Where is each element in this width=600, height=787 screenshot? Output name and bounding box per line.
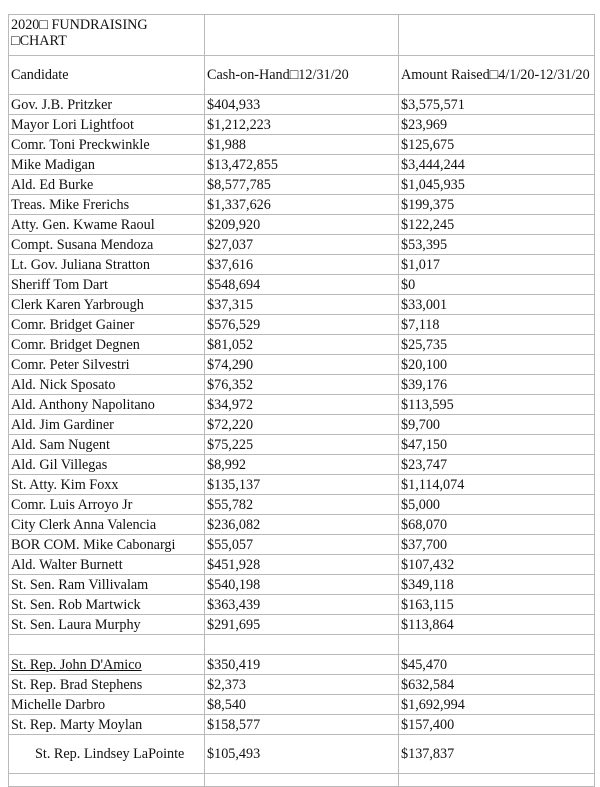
cash-on-hand-cell: $75,225 (205, 435, 399, 455)
table-row (9, 575, 595, 595)
table-row (9, 675, 595, 695)
cash-on-hand-cell: $548,694 (205, 275, 399, 295)
table-row (9, 355, 595, 375)
amount-raised-cell: $37,700 (399, 535, 595, 555)
amount-raised-cell: $0 (399, 275, 595, 295)
table-row (9, 175, 595, 195)
candidate-cell: Ald. Gil Villegas (9, 455, 205, 475)
candidate-cell: St. Rep. Brad Stephens (9, 675, 205, 695)
column-header-cash-on-hand: Cash-on-Hand□12/31/20 (205, 56, 399, 95)
cash-on-hand-cell: $1,337,626 (205, 195, 399, 215)
amount-raised-cell: $45,470 (399, 655, 595, 675)
candidate-cell: Comr. Toni Preckwinkle (9, 135, 205, 155)
table-row (9, 275, 595, 295)
cash-on-hand-cell: $1,988 (205, 135, 399, 155)
column-header-amount-raised: Amount Raised□4/1/20-12/31/20 (399, 56, 595, 95)
candidate-cell: St. Sen. Ram Villivalam (9, 575, 205, 595)
header-row (9, 56, 595, 95)
cash-on-hand-cell: $105,493 (205, 735, 399, 774)
cash-on-hand-cell: $404,933 (205, 95, 399, 115)
table-row (9, 395, 595, 415)
table-row (9, 375, 595, 395)
table-row (9, 315, 595, 335)
amount-raised-cell: $137,837 (399, 735, 595, 774)
cash-on-hand-cell: $350,419 (205, 655, 399, 675)
table-row (9, 475, 595, 495)
amount-raised-cell: $47,150 (399, 435, 595, 455)
empty-cell (399, 635, 595, 655)
amount-raised-cell: $199,375 (399, 195, 595, 215)
amount-raised-cell: $5,000 (399, 495, 595, 515)
table-row (9, 535, 595, 555)
table-row (9, 255, 595, 275)
cash-on-hand-cell: $8,992 (205, 455, 399, 475)
cash-on-hand-cell: $74,290 (205, 355, 399, 375)
candidate-cell: Comr. Peter Silvestri (9, 355, 205, 375)
candidate-cell: St. Sen. Laura Murphy (9, 615, 205, 635)
table-row (9, 135, 595, 155)
empty-cell (205, 635, 399, 655)
table-row (9, 695, 595, 715)
table-row (9, 115, 595, 135)
candidate-cell: Comr. Luis Arroyo Jr (9, 495, 205, 515)
amount-raised-cell: $1,692,994 (399, 695, 595, 715)
cash-on-hand-cell: $135,137 (205, 475, 399, 495)
amount-raised-cell: $20,100 (399, 355, 595, 375)
empty-cell (205, 774, 399, 787)
cash-on-hand-cell: $2,373 (205, 675, 399, 695)
table-row (9, 455, 595, 475)
candidate-cell: Michelle Darbro (9, 695, 205, 715)
cash-on-hand-cell: $540,198 (205, 575, 399, 595)
candidate-cell: St. Atty. Kim Foxx (9, 475, 205, 495)
candidate-cell: Gov. J.B. Pritzker (9, 95, 205, 115)
empty-cell (399, 774, 595, 787)
cash-on-hand-cell: $1,212,223 (205, 115, 399, 135)
table-row (9, 655, 595, 675)
amount-raised-cell: $113,864 (399, 615, 595, 635)
amount-raised-cell: $33,001 (399, 295, 595, 315)
amount-raised-cell: $125,675 (399, 135, 595, 155)
table-row (9, 195, 595, 215)
candidate-cell: BOR COM. Mike Cabonargi (9, 535, 205, 555)
candidate-cell: Lt. Gov. Juliana Stratton (9, 255, 205, 275)
amount-raised-cell: $53,395 (399, 235, 595, 255)
cash-on-hand-cell: $76,352 (205, 375, 399, 395)
cash-on-hand-cell: $236,082 (205, 515, 399, 535)
amount-raised-cell: $3,575,571 (399, 95, 595, 115)
candidate-cell: Atty. Gen. Kwame Raoul (9, 215, 205, 235)
table-row (9, 155, 595, 175)
amount-raised-cell: $1,114,074 (399, 475, 595, 495)
cash-on-hand-cell: $576,529 (205, 315, 399, 335)
candidate-cell: Sheriff Tom Dart (9, 275, 205, 295)
cash-on-hand-cell: $8,540 (205, 695, 399, 715)
amount-raised-cell: $632,584 (399, 675, 595, 695)
amount-raised-cell: $1,017 (399, 255, 595, 275)
amount-raised-cell: $157,400 (399, 715, 595, 735)
candidate-cell: Mayor Lori Lightfoot (9, 115, 205, 135)
candidate-cell: Clerk Karen Yarbrough (9, 295, 205, 315)
column-header-candidate: Candidate (9, 56, 205, 95)
amount-raised-cell: $25,735 (399, 335, 595, 355)
spacer-row (9, 635, 595, 655)
table-row (9, 595, 595, 615)
table-row (9, 335, 595, 355)
cash-on-hand-cell: $158,577 (205, 715, 399, 735)
candidate-cell: Comr. Bridget Gainer (9, 315, 205, 335)
cash-on-hand-cell: $451,928 (205, 555, 399, 575)
cash-on-hand-cell: $34,972 (205, 395, 399, 415)
candidate-cell: Ald. Ed Burke (9, 175, 205, 195)
table-row (9, 435, 595, 455)
table-row (9, 715, 595, 735)
table-row (9, 415, 595, 435)
empty-cell (9, 774, 205, 787)
candidate-name: St. Rep. Lindsey LaPointe (35, 746, 185, 762)
amount-raised-cell: $107,432 (399, 555, 595, 575)
candidate-cell: St. Sen. Rob Martwick (9, 595, 205, 615)
table-title (9, 15, 205, 56)
candidate-cell: St. Rep. John D'Amico (9, 655, 205, 675)
amount-raised-cell: $9,700 (399, 415, 595, 435)
amount-raised-cell: $122,245 (399, 215, 595, 235)
title-line-2: □CHART (11, 33, 67, 49)
candidate-cell (9, 735, 205, 774)
amount-raised-cell: $23,747 (399, 455, 595, 475)
table-row (9, 95, 595, 115)
amount-raised-cell: $349,118 (399, 575, 595, 595)
amount-raised-cell: $113,595 (399, 395, 595, 415)
amount-raised-cell: $3,444,244 (399, 155, 595, 175)
candidate-cell: St. Rep. Marty Moylan (9, 715, 205, 735)
table-row (9, 495, 595, 515)
cash-on-hand-cell: $81,052 (205, 335, 399, 355)
title-empty-cell (399, 15, 595, 56)
cash-on-hand-cell: $55,782 (205, 495, 399, 515)
amount-raised-cell: $39,176 (399, 375, 595, 395)
cash-on-hand-cell: $8,577,785 (205, 175, 399, 195)
cash-on-hand-cell: $27,037 (205, 235, 399, 255)
cash-on-hand-cell: $37,616 (205, 255, 399, 275)
cash-on-hand-cell: $13,472,855 (205, 155, 399, 175)
title-line-1: 2020□ FUNDRAISING (11, 17, 148, 33)
table-row (9, 295, 595, 315)
fundraising-table (8, 14, 595, 787)
table-row (9, 615, 595, 635)
table-row (9, 515, 595, 535)
title-row (9, 15, 595, 56)
candidate-cell: Treas. Mike Frerichs (9, 195, 205, 215)
table-row (9, 735, 595, 774)
cash-on-hand-cell: $291,695 (205, 615, 399, 635)
candidate-cell: Comr. Bridget Degnen (9, 335, 205, 355)
amount-raised-cell: $1,045,935 (399, 175, 595, 195)
cash-on-hand-cell: $72,220 (205, 415, 399, 435)
title-empty-cell (205, 15, 399, 56)
candidate-cell: Ald. Walter Burnett (9, 555, 205, 575)
amount-raised-cell: $7,118 (399, 315, 595, 335)
table-row (9, 235, 595, 255)
cash-on-hand-cell: $37,315 (205, 295, 399, 315)
candidate-cell: Ald. Nick Sposato (9, 375, 205, 395)
candidate-cell: Ald. Jim Gardiner (9, 415, 205, 435)
cash-on-hand-cell: $363,439 (205, 595, 399, 615)
empty-cell (9, 635, 205, 655)
amount-raised-cell: $68,070 (399, 515, 595, 535)
cash-on-hand-cell: $209,920 (205, 215, 399, 235)
table-row (9, 215, 595, 235)
candidate-cell: Mike Madigan (9, 155, 205, 175)
candidate-cell: City Clerk Anna Valencia (9, 515, 205, 535)
cash-on-hand-cell: $55,057 (205, 535, 399, 555)
amount-raised-cell: $23,969 (399, 115, 595, 135)
candidate-cell: Ald. Anthony Napolitano (9, 395, 205, 415)
trailing-empty-row (9, 774, 595, 787)
candidate-cell: Compt. Susana Mendoza (9, 235, 205, 255)
candidate-cell: Ald. Sam Nugent (9, 435, 205, 455)
table-row (9, 555, 595, 575)
amount-raised-cell: $163,115 (399, 595, 595, 615)
